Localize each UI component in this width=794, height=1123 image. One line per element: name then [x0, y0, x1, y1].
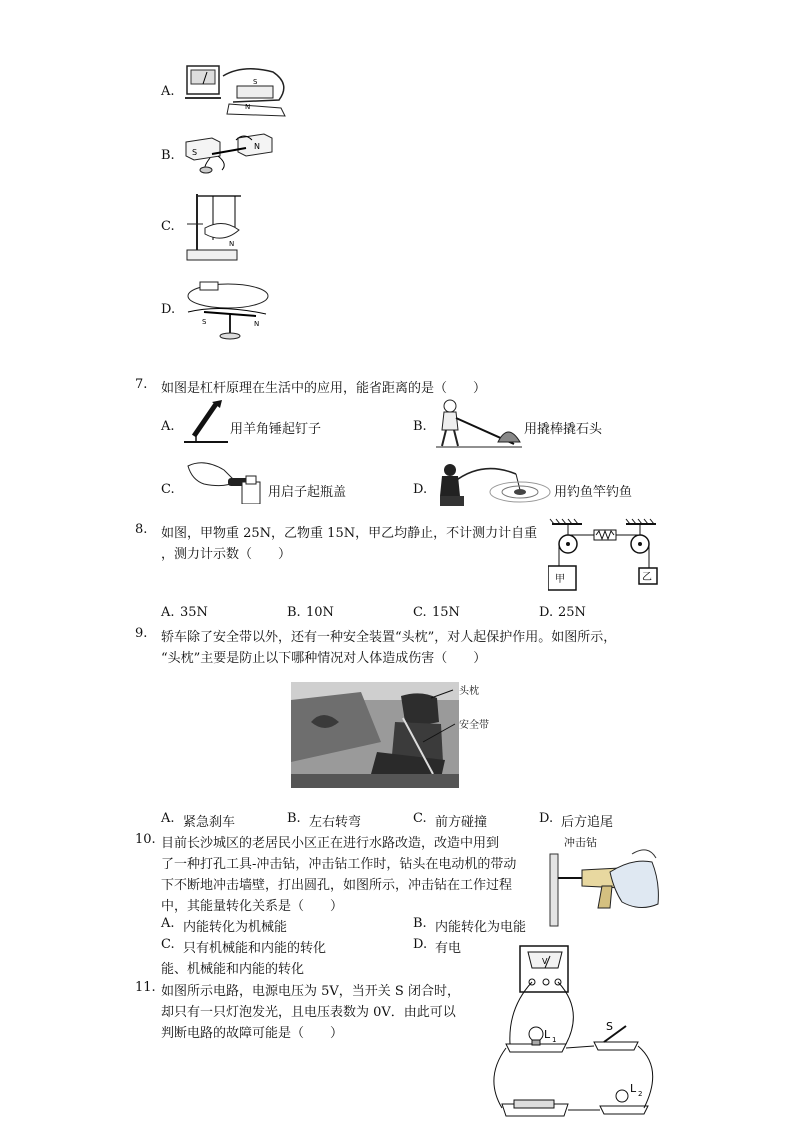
- q11-stem-line3: 判断电路的故障可能是（ ）: [161, 1026, 344, 1041]
- q6a-n-label: N: [245, 103, 251, 111]
- q7-option-d-letter: D.: [413, 482, 428, 497]
- q10-stem-line2: 了一种打孔工具-冲击钻，冲击钻工作时，钻头在电动机的带动: [161, 857, 517, 872]
- q7-option-c-text: 用启子起瓶盖: [268, 485, 347, 500]
- q11-voltmeter-label: V: [542, 957, 548, 966]
- q6c-n-label: N: [229, 240, 235, 248]
- q6-figure-c-oersted-stand: [183, 188, 253, 264]
- q7-figure-c-bottle-opener: [184, 456, 266, 504]
- q11-l1-sub: 1: [552, 1036, 557, 1044]
- q9-option-c-letter: C.: [413, 811, 427, 826]
- q10-option-c-text: 只有机械能和内能的转化: [183, 941, 327, 956]
- q9-seatbelt-label: 安全带: [459, 720, 489, 731]
- q8-yi-label: 乙: [642, 572, 652, 583]
- q9-figure-car-interior: [291, 682, 511, 790]
- q7-figure-b-crowbar: [434, 396, 522, 450]
- q7-option-a-letter: A.: [161, 419, 175, 434]
- q6-option-d-letter: D.: [161, 302, 176, 317]
- q6-option-c-letter: C.: [161, 219, 175, 234]
- q10-number: 10.: [135, 832, 156, 847]
- q7-option-b-letter: B.: [413, 419, 427, 434]
- q7-option-c-letter: C.: [161, 482, 175, 497]
- q9-headrest-label: 头枕: [459, 686, 479, 697]
- q7-number: 7.: [135, 377, 148, 392]
- q10-option-d-text: 有电: [435, 941, 462, 956]
- q10-option-b-text: 内能转化为电能: [435, 920, 527, 935]
- q8-figure-pulleys-spring-scale: [548, 518, 660, 592]
- q9-option-a-letter: A.: [161, 811, 175, 826]
- q9-option-a-text: 紧急刹车: [183, 815, 236, 830]
- q8-option-b-text: 10N: [306, 605, 334, 620]
- q7-stem: 如图是杠杆原理在生活中的应用，能省距离的是（ ）: [161, 381, 487, 396]
- q6b-s-label: S: [192, 148, 198, 157]
- q11-stem-line1: 如图所示电路，电源电压为 5V，当开关 S 闭合时，: [161, 984, 460, 999]
- q10-stem-line1: 目前长沙城区的老居民小区正在进行水路改造，改造中用到: [161, 836, 500, 851]
- q7-option-d-text: 用钓鱼竿钓鱼: [554, 485, 633, 500]
- q8-option-c-text: 15N: [432, 605, 460, 620]
- q10-option-b-letter: B.: [413, 916, 427, 931]
- q6-option-b-letter: B.: [161, 148, 175, 163]
- q9-number: 9.: [135, 626, 148, 641]
- q10-option-c-letter: C.: [161, 937, 175, 952]
- q9-stem-line1: 轿车除了安全带以外，还有一种安全装置“头枕”，对人起保护作用。如图所示，: [161, 630, 617, 645]
- q8-option-a-text: 35N: [180, 605, 208, 620]
- q11-switch-label: S: [606, 1020, 613, 1033]
- q10-option-a-text: 内能转化为机械能: [183, 920, 288, 935]
- q8-jia-label: 甲: [555, 574, 565, 585]
- q8-option-d-letter: D.: [539, 605, 554, 620]
- q10-option-d-letter: D.: [413, 937, 428, 952]
- q6a-s-label: S: [253, 78, 258, 86]
- q6-figure-b-conductor-in-magnet: [182, 128, 278, 178]
- q7-figure-a-claw-hammer: [182, 398, 230, 446]
- q6b-n-label: N: [254, 142, 260, 151]
- q11-number: 11.: [135, 980, 156, 995]
- q8-stem-line2: ，测力计示数（ ）: [161, 547, 292, 562]
- q10-option-a-letter: A.: [161, 916, 175, 931]
- q6-figure-d-compass-wire: [180, 276, 272, 342]
- q7-option-b-text: 用撬棒撬石头: [524, 422, 603, 437]
- q8-number: 8.: [135, 522, 148, 537]
- q9-option-b-letter: B.: [287, 811, 301, 826]
- q11-stem-line2: 却只有一只灯泡发光，且电压表数为 0V．由此可以: [161, 1005, 456, 1020]
- q8-option-c-letter: C.: [413, 605, 427, 620]
- q6-option-a-letter: A.: [161, 84, 175, 99]
- q10-stem-line4: 中，其能量转化关系是（ ）: [161, 899, 344, 914]
- q10-stem-line3: 下不断地冲击墙壁，打出圆孔，如图所示，冲击钻在工作过程: [161, 878, 513, 893]
- q8-option-b-letter: B.: [287, 605, 301, 620]
- q6d-n-label: N: [254, 320, 260, 328]
- q10-drill-label: 冲击钻: [564, 836, 597, 849]
- q11-l2-label: L: [630, 1082, 637, 1095]
- q9-option-b-text: 左右转弯: [309, 815, 362, 830]
- q6d-s-label: S: [202, 318, 207, 326]
- q11-l2-sub: 2: [638, 1090, 643, 1098]
- q8-stem-line1: 如图，甲物重 25N，乙物重 15N，甲乙均静止，不计测力计自重: [161, 526, 538, 541]
- q8-option-d-text: 25N: [558, 605, 586, 620]
- q9-option-d-text: 后方追尾: [561, 815, 614, 830]
- q10-option-d-wrap: 能、机械能和内能的转化: [161, 962, 305, 977]
- q8-option-a-letter: A.: [161, 605, 175, 620]
- q11-figure-circuit: [488, 938, 664, 1120]
- q10-figure-impact-drill: [548, 832, 660, 928]
- q9-option-d-letter: D.: [539, 811, 554, 826]
- q9-stem-line2: “头枕”主要是防止以下哪种情况对人体造成伤害（ ）: [161, 651, 487, 666]
- q9-option-c-text: 前方碰撞: [435, 815, 488, 830]
- q11-l1-label: L: [544, 1028, 551, 1041]
- q7-option-a-text: 用羊角锤起钉子: [230, 422, 322, 437]
- q7-figure-d-fishing-rod: [432, 458, 552, 512]
- q6-figure-a-electric-motor: [183, 62, 295, 120]
